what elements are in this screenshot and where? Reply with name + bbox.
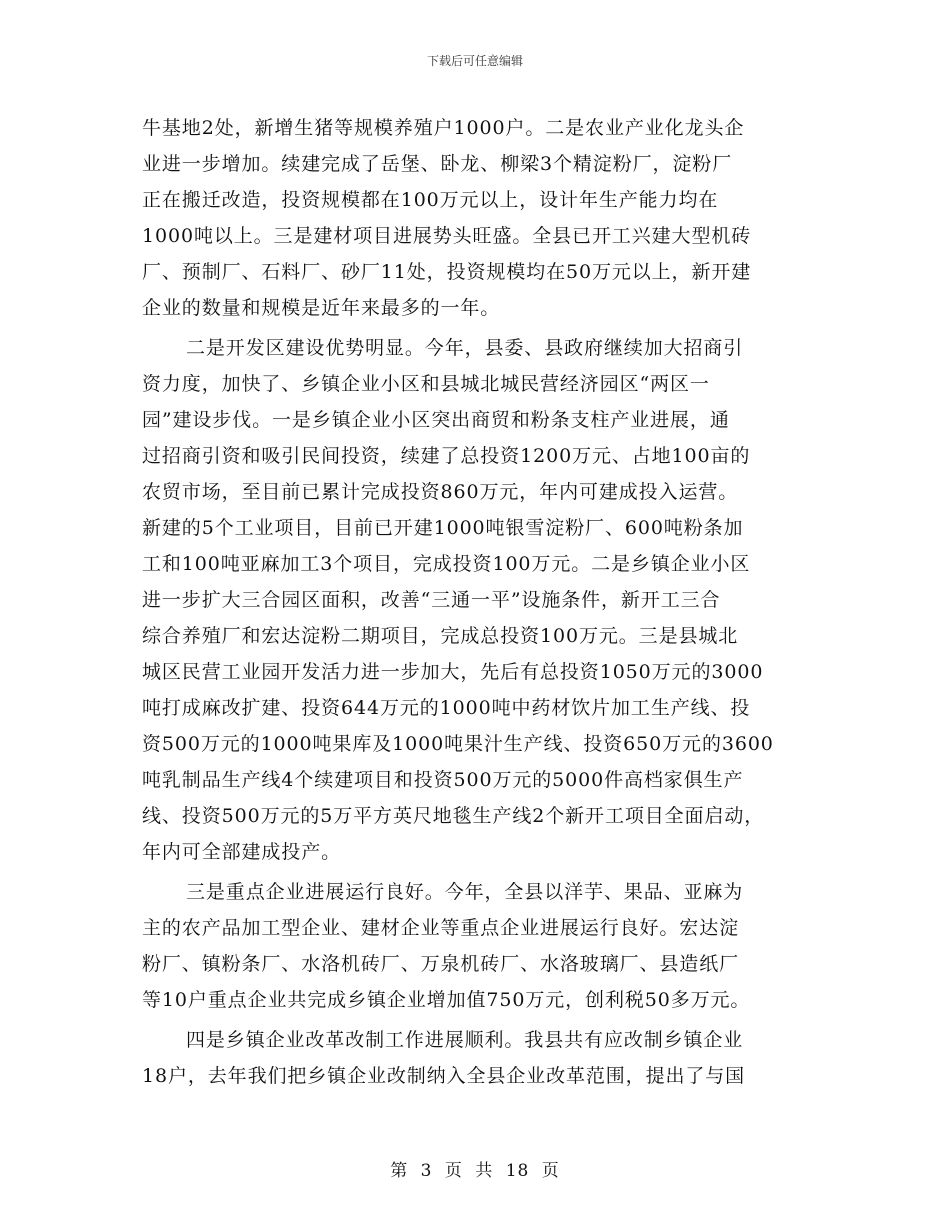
text-line: 过招商引资和吸引民间投资，续建了总投资1200万元、占地100亩的 <box>142 445 751 467</box>
text-line: 进一步扩大三合园区面积，改善“三通一平”设施条件，新开工三合 <box>142 589 721 611</box>
text-line: 吨乳制品生产线4个续建项目和投资500万元的5000件高档家俱生产 <box>142 769 744 791</box>
text-line: 城区民营工业园开发活力进一步加大，先后有总投资1050万元的3000 <box>142 661 764 683</box>
text-line: 企业的数量和规模是近年来最多的一年。 <box>142 297 501 319</box>
paragraph-start-line: 二是开发区建设优势明显。今年，县委、县政府继续加大招商引 <box>186 337 744 359</box>
text-line: 1000吨以上。三是建材项目进展势头旺盛。全县已开工兴建大型机砖 <box>142 225 752 247</box>
text-line: 线、投资500万元的5万平方英尺地毯生产线2个新开工项目全面启动， <box>142 805 765 827</box>
text-line: 综合养殖厂和宏达淀粉二期项目，完成总投资100万元。三是县城北 <box>142 625 739 647</box>
paragraph-start-line: 四是乡镇企业改革改制工作进展顺利。我县共有应改制乡镇企业 <box>186 1029 744 1051</box>
text-line: 主的农产品加工型企业、建材企业等重点企业进展运行良好。宏达淀 <box>142 917 740 939</box>
text-line: 粉厂、镇粉条厂、水洛机砖厂、万泉机砖厂、水洛玻璃厂、县造纸厂 <box>142 953 740 975</box>
text-line: 资500万元的1000吨果库及1000吨果汁生产线、投资650万元的3600 <box>142 733 774 755</box>
text-line: 工和100吨亚麻加工3个项目，完成投资100万元。二是乡镇企业小区 <box>142 553 751 575</box>
text-line: 厂、预制厂、石料厂、砂厂11处，投资规模均在50万元以上，新开建 <box>142 261 752 283</box>
page-header: 下载后可任意编辑 <box>426 54 523 68</box>
text-line: 正在搬迁改造，投资规模都在100万元以上，设计年生产能力均在 <box>142 189 719 211</box>
text-line: 吨打成麻改扩建、投资644万元的1000吨中药材饮片加工生产线、投 <box>142 697 751 719</box>
text-line: 农贸市场，至目前已累计完成投资860万元，年内可建成投入运营。 <box>142 481 739 503</box>
page-footer: 第 3 页 共 18 页 <box>390 1161 560 1181</box>
text-line: 新建的5个工业项目，目前已开建1000吨银雪淀粉厂、600吨粉条加 <box>142 517 744 539</box>
text-line: 年内可全部建成投产。 <box>142 841 342 863</box>
text-line: 牛基地2处，新增生猪等规模养殖户1000户。二是农业产业化龙头企 <box>142 117 745 139</box>
text-line: 等10户重点企业共完成乡镇企业增加值750万元，创利税50多万元。 <box>142 989 751 1011</box>
paragraph-start-line: 三是重点企业进展运行良好。今年，全县以洋芋、果品、亚麻为 <box>186 881 744 903</box>
text-line: 园”建设步伐。一是乡镇企业小区突出商贸和粉条支柱产业进展，通 <box>142 409 730 431</box>
text-line: 业进一步增加。续建完成了岳堡、卧龙、柳梁3个精淀粉厂，淀粉厂 <box>142 153 733 175</box>
text-line: 18户，去年我们把乡镇企业改制纳入全县企业改革范围，提出了与国 <box>142 1065 746 1087</box>
text-line: 资力度，加快了、乡镇企业小区和县城北城民营经济园区“两区一 <box>142 373 710 395</box>
